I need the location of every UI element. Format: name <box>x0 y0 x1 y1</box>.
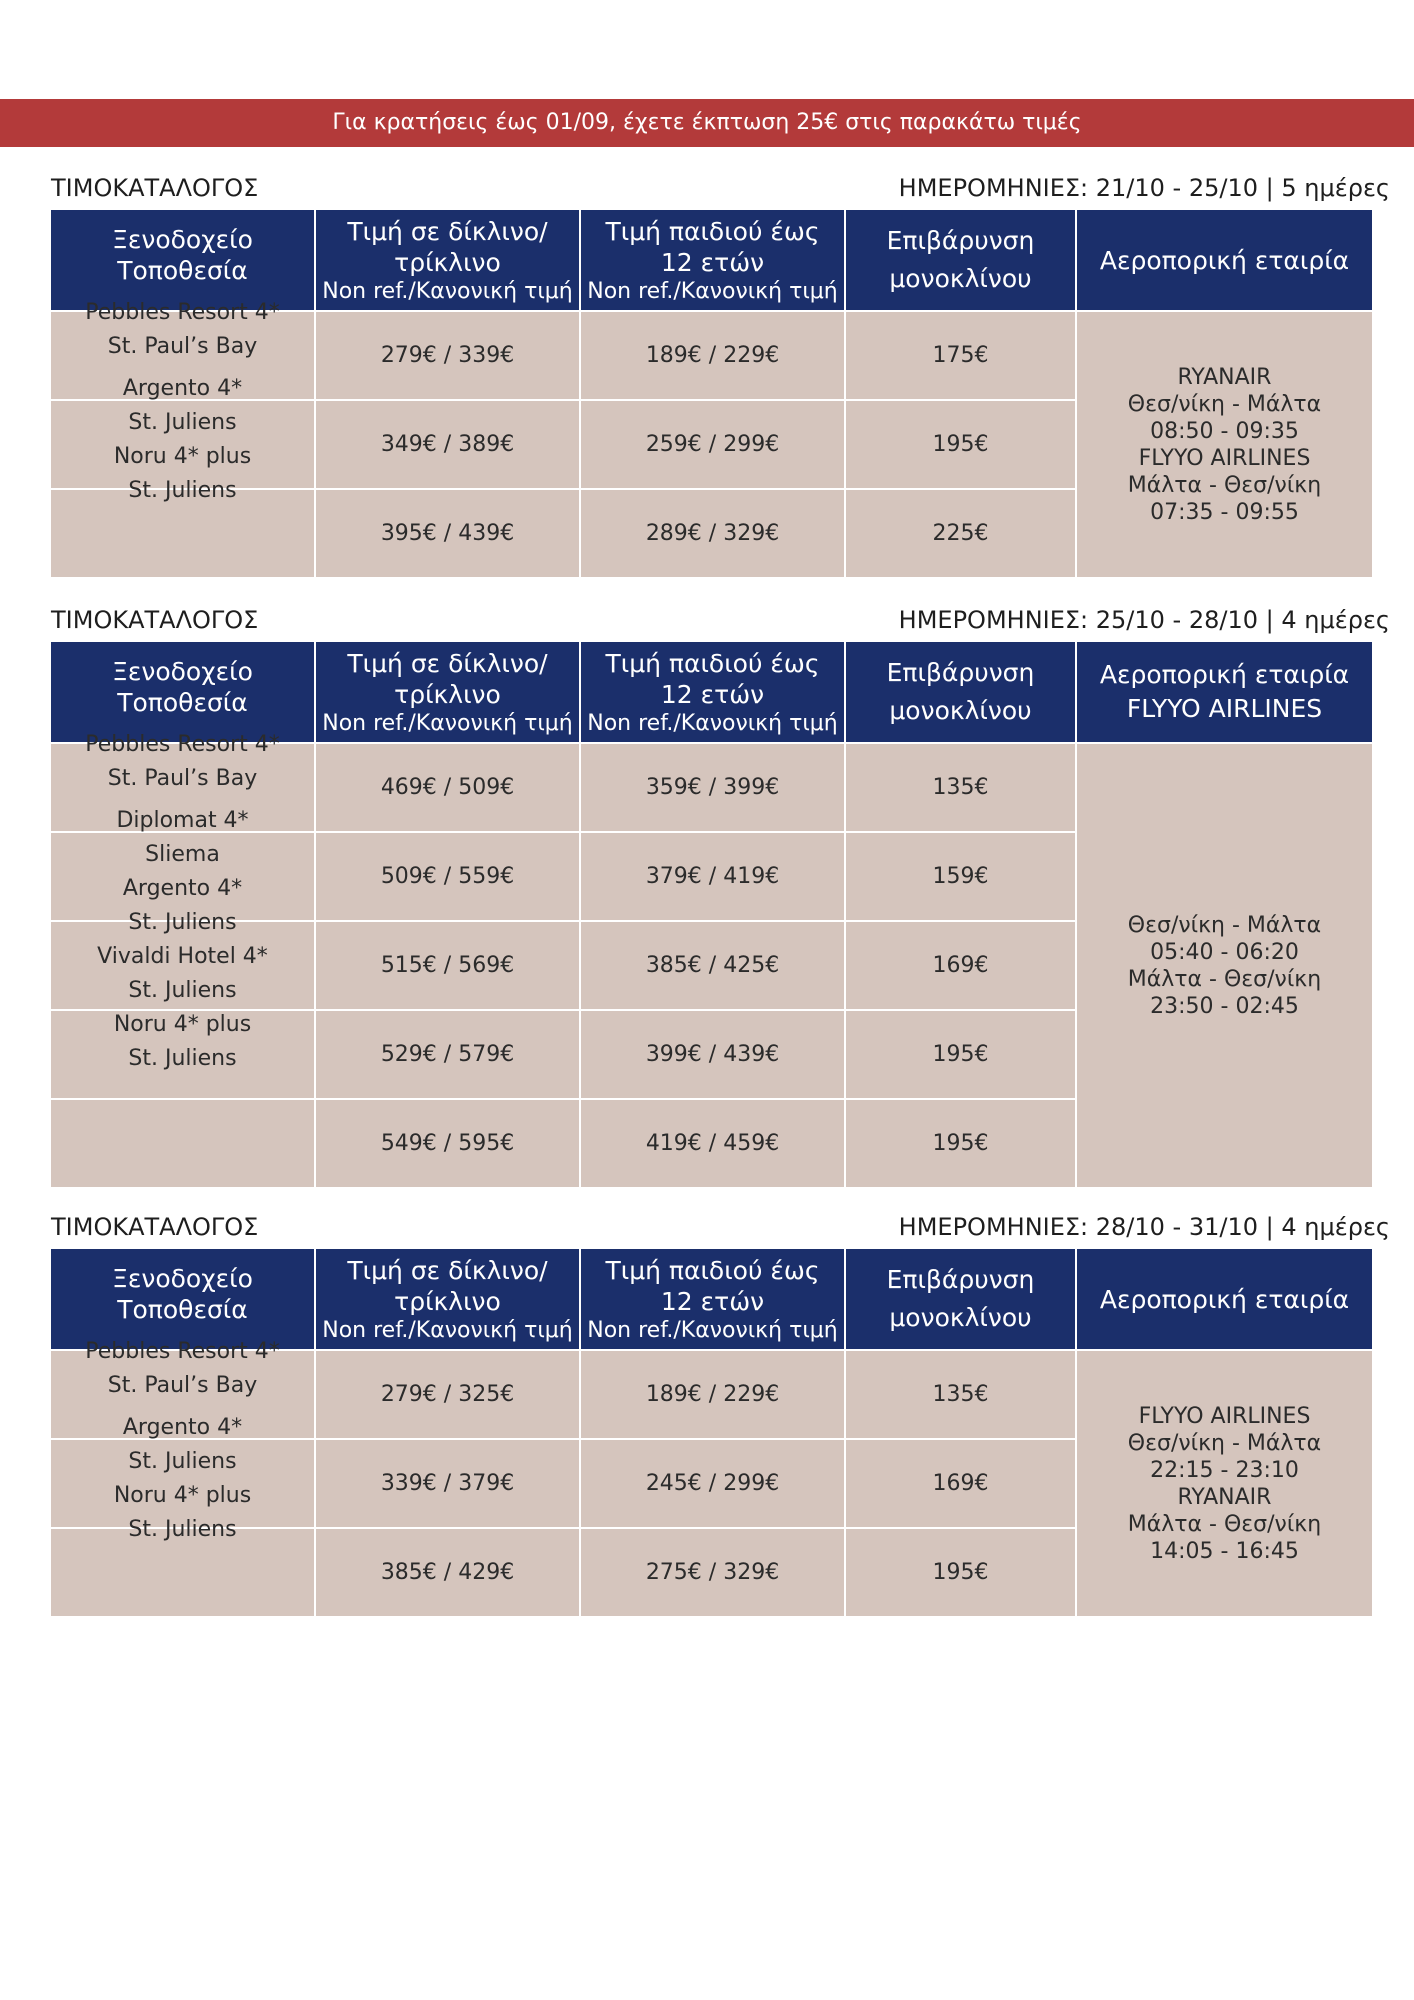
header-hotel-label: Ξενοδοχείο <box>112 1264 253 1293</box>
discount-banner: Για κρατήσεις έως 01/09, έχετε έκπτωση 25€ στις παρακάτω τιμές <box>0 99 1414 147</box>
hotel-list <box>51 296 314 508</box>
price-table <box>51 1249 1372 1616</box>
flight-line: 23:50 - 02:45 <box>1150 993 1299 1019</box>
section-dates: ΗΜΕΡΟΜΗΝΙΕΣ: 28/10 - 31/10 | 4 ημέρες <box>898 1213 1390 1241</box>
header-single-line1: Επιβάρυνση <box>886 226 1035 255</box>
single-supplement: 195€ <box>846 1011 1075 1098</box>
header-double-line1: Τιμή σε δίκλινο/ <box>347 216 548 246</box>
header-airline <box>1077 642 1372 742</box>
hotel-list <box>51 1335 314 1547</box>
hotel-line: Argento 4* <box>122 876 243 901</box>
header-location-label: Τοποθεσία <box>117 256 248 285</box>
double-room-price: 279€ / 339€ <box>316 312 579 399</box>
header-airline-label: Αεροπορική εταιρία <box>1099 1284 1350 1314</box>
header-airline-name: FLYYO AIRLINES <box>1126 694 1323 723</box>
flight-line: 05:40 - 06:20 <box>1150 939 1299 965</box>
header-child-price <box>581 1249 844 1349</box>
flight-line: Θεσ/νίκη - Μάλτα <box>1127 912 1322 938</box>
header-double-line2: τρίκλινο <box>394 247 501 277</box>
section-title: ΤΙΜΟΚΑΤΑΛΟΓΟΣ <box>51 1213 259 1241</box>
header-location-label: Τοποθεσία <box>117 1295 248 1324</box>
hotel-line: Argento 4* <box>122 1415 243 1440</box>
flight-line: 07:35 - 09:55 <box>1150 499 1299 525</box>
child-price: 259€ / 299€ <box>581 401 844 488</box>
child-price: 359€ / 399€ <box>581 744 844 831</box>
header-child-price <box>581 210 844 310</box>
double-room-price: 279€ / 325€ <box>316 1351 579 1438</box>
header-airline-label: Αεροπορική εταιρία <box>1099 660 1350 689</box>
header-single-line2: μονοκλίνου <box>889 264 1032 293</box>
header-airline <box>1077 210 1372 310</box>
header-double-line1: Τιμή σε δίκλινο/ <box>347 1255 548 1285</box>
header-child-line1: Τιμή παιδιού έως <box>605 1255 820 1285</box>
flight-line: FLYYO AIRLINES <box>1138 445 1311 471</box>
child-price: 419€ / 459€ <box>581 1100 844 1187</box>
section-dates: ΗΜΕΡΟΜΗΝΙΕΣ: 21/10 - 25/10 | 5 ημέρες <box>898 174 1390 202</box>
header-child-line1: Τιμή παιδιού έως <box>605 216 820 246</box>
flight-line: RYANAIR <box>1177 1484 1272 1510</box>
header-single-supplement <box>846 642 1075 742</box>
child-price: 189€ / 229€ <box>581 312 844 399</box>
price-table <box>51 642 1372 1187</box>
header-child-price <box>581 642 844 742</box>
double-room-price: 395€ / 439€ <box>316 490 579 577</box>
header-child-sub: Non ref./Κανονική τιμή <box>587 1317 838 1343</box>
hotel-line: Pebbles Resort 4* <box>85 300 280 325</box>
hotel-line: St. Juliens <box>128 978 237 1003</box>
hotel-list <box>51 728 314 1076</box>
header-double-line2: τρίκλινο <box>394 679 501 709</box>
single-supplement: 195€ <box>846 1529 1075 1616</box>
flight-line: Μάλτα - Θεσ/νίκη <box>1127 966 1322 992</box>
header-child-line2: 12 ετών <box>660 1286 765 1316</box>
header-airline <box>1077 1249 1372 1349</box>
hotel-line: Noru 4* plus <box>113 1483 252 1508</box>
single-supplement: 169€ <box>846 1440 1075 1527</box>
hotel-line: St. Paul’s Bay <box>107 766 258 791</box>
hotel-line: St. Juliens <box>128 1449 237 1474</box>
hotel-line: Noru 4* plus <box>113 1012 252 1037</box>
child-price: 379€ / 419€ <box>581 833 844 920</box>
hotel-line: St. Paul’s Bay <box>107 334 258 359</box>
header-location-label: Τοποθεσία <box>117 688 248 717</box>
header-double-line1: Τιμή σε δίκλινο/ <box>347 648 548 678</box>
child-price: 289€ / 329€ <box>581 490 844 577</box>
single-supplement: 225€ <box>846 490 1075 577</box>
single-supplement: 135€ <box>846 1351 1075 1438</box>
flight-line: FLYYO AIRLINES <box>1138 1403 1311 1429</box>
child-price: 245€ / 299€ <box>581 1440 844 1527</box>
single-supplement: 169€ <box>846 922 1075 1009</box>
hotel-line: St. Juliens <box>128 410 237 435</box>
hotel-line: St. Juliens <box>128 910 237 935</box>
flight-line: Θεσ/νίκη - Μάλτα <box>1127 1430 1322 1456</box>
header-single-line2: μονοκλίνου <box>889 1303 1032 1332</box>
hotel-cell <box>51 1100 314 1187</box>
double-room-price: 339€ / 379€ <box>316 1440 579 1527</box>
double-room-price: 529€ / 579€ <box>316 1011 579 1098</box>
section-title: ΤΙΜΟΚΑΤΑΛΟΓΟΣ <box>51 174 259 202</box>
header-child-line1: Τιμή παιδιού έως <box>605 648 820 678</box>
header-double-line2: τρίκλινο <box>394 1286 501 1316</box>
header-double-price <box>316 1249 579 1349</box>
hotel-line: Pebbles Resort 4* <box>85 732 280 757</box>
header-single-line2: μονοκλίνου <box>889 696 1032 725</box>
header-double-sub: Non ref./Κανονική τιμή <box>322 1317 573 1343</box>
hotel-line: St. Juliens <box>128 1517 237 1542</box>
header-airline-label: Αεροπορική εταιρία <box>1099 245 1350 275</box>
header-hotel-location <box>51 642 314 742</box>
single-supplement: 175€ <box>846 312 1075 399</box>
price-table <box>51 210 1372 577</box>
single-supplement: 195€ <box>846 1100 1075 1187</box>
flight-line: Μάλτα - Θεσ/νίκη <box>1127 472 1322 498</box>
header-hotel-location <box>51 1249 314 1349</box>
flight-info <box>1077 744 1372 1187</box>
double-room-price: 349€ / 389€ <box>316 401 579 488</box>
double-room-price: 385€ / 429€ <box>316 1529 579 1616</box>
double-room-price: 509€ / 559€ <box>316 833 579 920</box>
section-dates: ΗΜΕΡΟΜΗΝΙΕΣ: 25/10 - 28/10 | 4 ημέρες <box>898 606 1390 634</box>
flight-line: 22:15 - 23:10 <box>1150 1457 1299 1483</box>
flight-line: 08:50 - 09:35 <box>1150 418 1299 444</box>
section-title: ΤΙΜΟΚΑΤΑΛΟΓΟΣ <box>51 606 259 634</box>
double-room-price: 469€ / 509€ <box>316 744 579 831</box>
hotel-line: Argento 4* <box>122 376 243 401</box>
header-hotel-location <box>51 210 314 310</box>
hotel-line: Diplomat 4* <box>116 808 249 833</box>
child-price: 385€ / 425€ <box>581 922 844 1009</box>
header-single-line1: Επιβάρυνση <box>886 658 1035 687</box>
header-double-price <box>316 210 579 310</box>
hotel-line: St. Paul’s Bay <box>107 1373 258 1398</box>
header-single-line1: Επιβάρυνση <box>886 1265 1035 1294</box>
header-child-sub: Non ref./Κανονική τιμή <box>587 278 838 304</box>
header-single-supplement <box>846 210 1075 310</box>
double-room-price: 549€ / 595€ <box>316 1100 579 1187</box>
hotel-line: Pebbles Resort 4* <box>85 1339 280 1364</box>
header-single-supplement <box>846 1249 1075 1349</box>
header-double-sub: Non ref./Κανονική τιμή <box>322 278 573 304</box>
hotel-line: St. Juliens <box>128 1046 237 1071</box>
header-hotel-label: Ξενοδοχείο <box>112 657 253 686</box>
hotel-line: Vivaldi Hotel 4* <box>97 944 268 969</box>
flight-line: Θεσ/νίκη - Μάλτα <box>1127 391 1322 417</box>
flight-line: RYANAIR <box>1177 364 1272 390</box>
single-supplement: 159€ <box>846 833 1075 920</box>
header-hotel-label: Ξενοδοχείο <box>112 225 253 254</box>
single-supplement: 195€ <box>846 401 1075 488</box>
flight-line: Μάλτα - Θεσ/νίκη <box>1127 1511 1322 1537</box>
flight-info <box>1077 312 1372 577</box>
header-double-price <box>316 642 579 742</box>
header-child-line2: 12 ετών <box>660 247 765 277</box>
single-supplement: 135€ <box>846 744 1075 831</box>
header-child-sub: Non ref./Κανονική τιμή <box>587 710 838 736</box>
flight-line: 14:05 - 16:45 <box>1150 1538 1299 1564</box>
hotel-line: St. Juliens <box>128 478 237 503</box>
child-price: 275€ / 329€ <box>581 1529 844 1616</box>
flight-info <box>1077 1351 1372 1616</box>
child-price: 189€ / 229€ <box>581 1351 844 1438</box>
hotel-line: Sliema <box>145 842 220 867</box>
hotel-line: Noru 4* plus <box>113 444 252 469</box>
header-child-line2: 12 ετών <box>660 679 765 709</box>
child-price: 399€ / 439€ <box>581 1011 844 1098</box>
double-room-price: 515€ / 569€ <box>316 922 579 1009</box>
header-double-sub: Non ref./Κανονική τιμή <box>322 710 573 736</box>
